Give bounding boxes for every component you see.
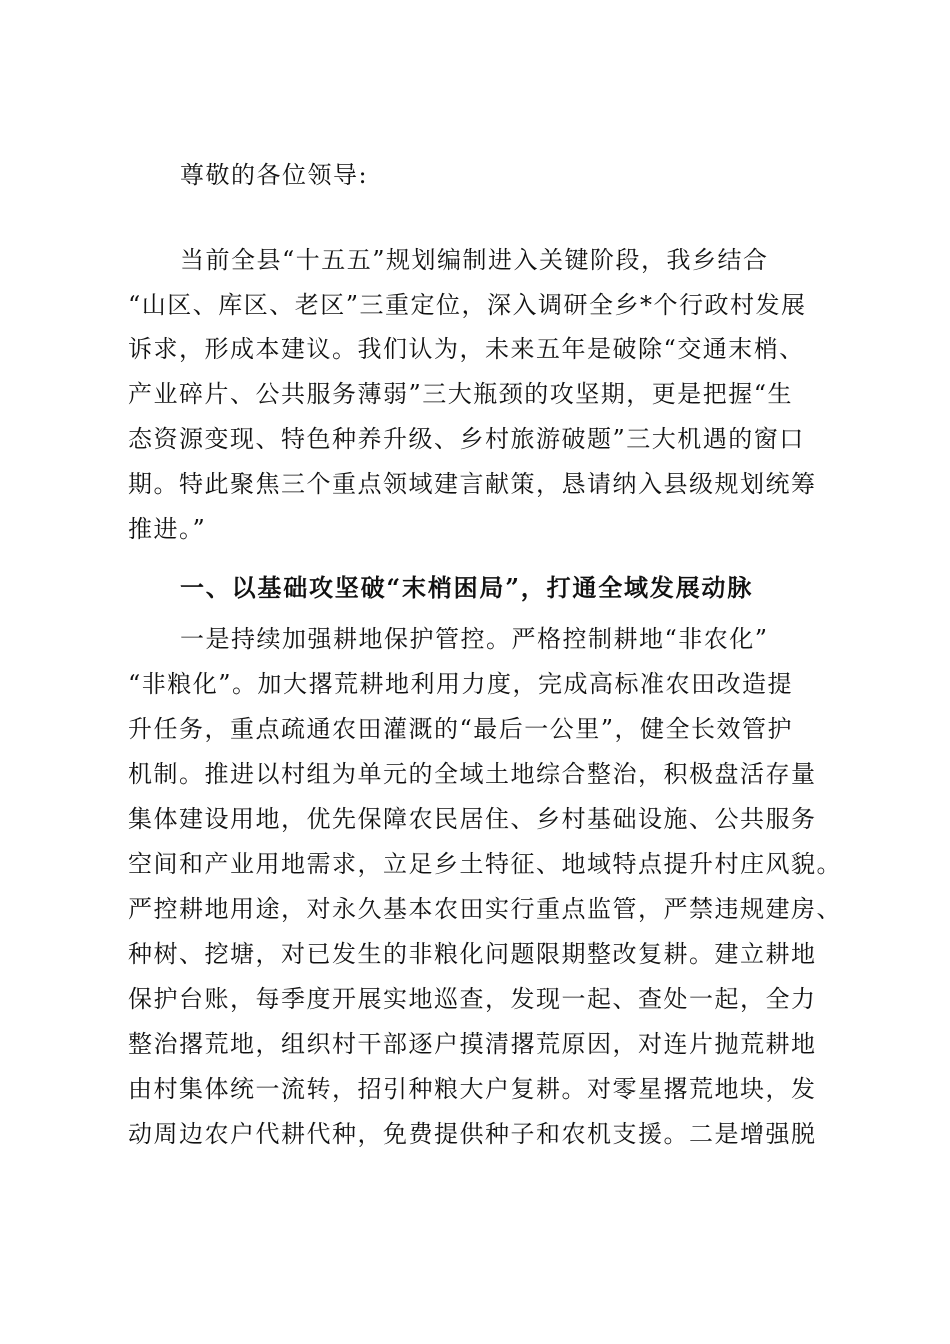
section-1-line-6: 空间和产业用地需求，立足乡土特征、地域特点提升村庄风貌。 <box>128 850 842 878</box>
intro-line-7: 推进。” <box>128 515 207 543</box>
section-1-line-7: 严控耕地用途，对永久基本农田实行重点监管，严禁违规建房、 <box>128 895 842 923</box>
section-1-line-5: 集体建设用地，优先保障农民居住、乡村基础设施、公共服务 <box>128 805 817 833</box>
section-1-line-8: 种树、挖塘，对已发生的非粮化问题限期整改复耕。建立耕地 <box>128 940 817 968</box>
section-1-line-9: 保护台账，每季度开展实地巡查，发现一起、查处一起，全力 <box>128 985 817 1013</box>
section-1-line-3: 升任务，重点疏通农田灌溉的“最后一公里”，健全长效管护 <box>128 715 794 743</box>
section-1-line-4: 机制。推进以村组为单元的全域土地综合整治，积极盘活存量 <box>128 760 817 788</box>
intro-line-1: 当前全县“十五五”规划编制进入关键阶段，我乡结合 <box>180 246 769 274</box>
section-1-line-11: 由村集体统一流转，招引种粮大户复耕。对零星撂荒地块，发 <box>128 1075 817 1103</box>
section-1-line-10: 整治撂荒地，组织村干部逐户摸清撂荒原因，对连片抛荒耕地 <box>128 1030 817 1058</box>
section-1-heading: 一、以基础攻坚破“末梢困局”，打通全域发展动脉 <box>180 573 754 602</box>
intro-line-6: 期。特此聚焦三个重点领域建言献策，恳请纳入县级规划统筹 <box>128 470 817 498</box>
intro-line-4: 产业碎片、公共服务薄弱”三大瓶颈的攻坚期，更是把握“生 <box>128 380 794 408</box>
salutation: 尊敬的各位领导: <box>180 161 369 189</box>
intro-line-2: “山区、库区、老区”三重定位，深入调研全乡*个行政村发展 <box>128 291 807 319</box>
intro-line-5: 态资源变现、特色种养升级、乡村旅游破题”三大机遇的窗口 <box>128 425 805 453</box>
section-1-line-12: 动周边农户代耕代种，免费提供种子和农机支援。二是增强脱 <box>128 1120 817 1148</box>
section-1-line-1: 一是持续加强耕地保护管控。严格控制耕地“非农化” <box>180 625 769 653</box>
intro-line-3: 诉求，形成本建议。我们认为，未来五年是破除“交通末梢、 <box>128 335 805 363</box>
section-1-line-2: “非粮化”。加大撂荒耕地利用力度，完成高标准农田改造提 <box>128 670 794 698</box>
